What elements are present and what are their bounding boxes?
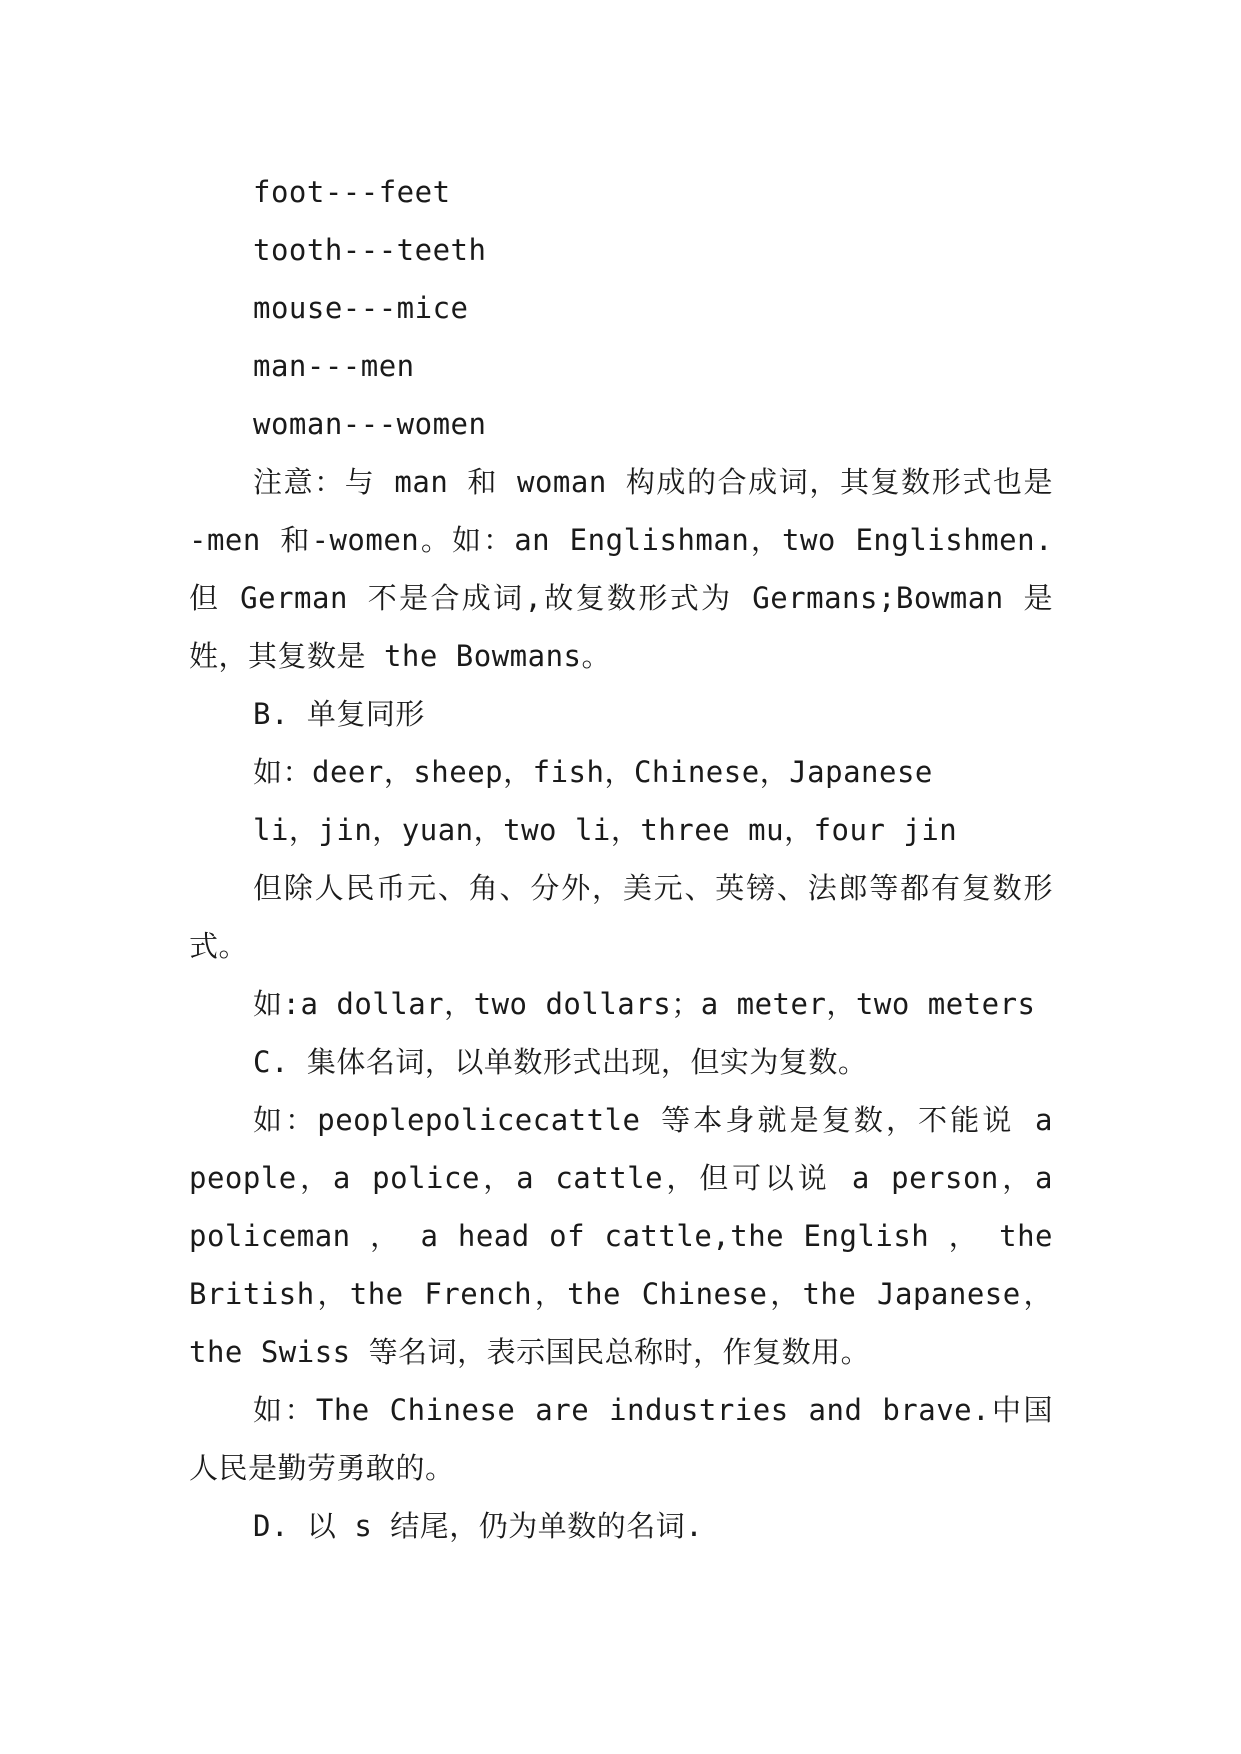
- document-body: [189, 163, 1071, 1555]
- section-d-heading: D. 以 s 结尾，仍为单数的名词.: [253, 1509, 704, 1543]
- section-b-units: li，jin，yuan，two li，three mu，four jin: [253, 813, 958, 847]
- note-compound-words: 注意：与 man 和 woman 构成的合成词，其复数形式也是 -men 和-women。如：an Englishman，two Englishmen. 但 German 不是合成词,故复数形式为 Germans;Bowman 是姓，其复数是 the Bowmans。: [189, 465, 1071, 673]
- plural-example-tooth: tooth---teeth: [253, 233, 487, 267]
- section-c-example: 如：The Chinese are industries and brave.中国人民是勤劳勇敢的。: [189, 1393, 1053, 1485]
- plural-example-man: man---men: [253, 349, 415, 383]
- section-b-currency-examples: 如:a dollar，two dollars；a meter，two meters: [253, 987, 1036, 1021]
- section-c-explanation: 如：peoplepolicecattle 等本身就是复数，不能说 a people，a police，a cattle，但可以说 a person，a policeman ， a head of cattle,the English ， the British，the French，the Chinese，the Japanese，the Swiss 等名词，表示国民总称时，作复数用。: [189, 1103, 1071, 1369]
- section-b-examples: 如：deer，sheep，fish，Chinese，Japanese: [253, 755, 933, 789]
- section-b-heading: B. 单复同形: [253, 697, 425, 731]
- section-c-heading: C. 集体名词，以单数形式出现，但实为复数。: [253, 1045, 868, 1079]
- plural-example-mouse: mouse---mice: [253, 291, 469, 325]
- plural-example-woman: woman---women: [253, 407, 487, 441]
- section-b-currency-note: 但除人民币元、角、分外，美元、英镑、法郎等都有复数形式。: [189, 871, 1053, 963]
- plural-example-foot: foot---feet: [253, 175, 451, 209]
